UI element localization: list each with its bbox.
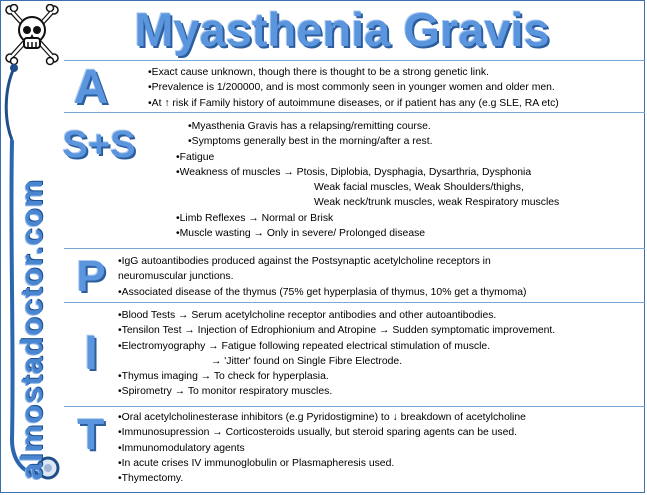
- list-item: •In acute crises IV immunoglobulin or Plasmapheresis used.: [118, 457, 395, 469]
- list-item: •Oral acetylcholinesterase inhibitors (e.g Pyridostigmine) to ↓ breakdown of acetylcholine: [118, 412, 526, 423]
- section-lines: [118, 119, 645, 241]
- section-letter: P: [76, 252, 106, 301]
- list-item: Weak facial muscles, Weak Shoulders/thighs,: [314, 182, 524, 194]
- list-item: •Immunosupression → Corticosteroids usually, but steroid sparing agents can be used.: [118, 427, 518, 439]
- section-investigations: [64, 302, 645, 407]
- section-letter: T: [77, 410, 105, 459]
- list-item: •Tensilon Test → Injection of Edrophionium and Atropine → Sudden symptomatic improvement.: [118, 325, 556, 337]
- list-item: •Blood Tests → Serum acetylcholine receptor antibodies and other autoantibodies.: [118, 310, 497, 321]
- section-signs-symptoms: [64, 112, 645, 249]
- section-lines: [118, 65, 645, 111]
- list-item: •Thymus imaging → To check for hyperplasia.: [118, 371, 329, 383]
- section-aetiology: [64, 60, 645, 113]
- skull-crossbones-icon: [4, 4, 60, 66]
- list-item: •Spirometry → To monitor respiratory muscles.: [118, 386, 333, 398]
- list-item: → 'Jitter' found on Single Fibre Electrode.: [211, 355, 403, 367]
- list-item: •Symptoms generally best in the morning/after a rest.: [188, 136, 433, 148]
- list-item: •At ↑ risk if Family history of autoimmune diseases, or if patient has any (e.g SLE, RA etc): [148, 97, 559, 109]
- section-treatment: [64, 406, 645, 493]
- section-lines: [118, 254, 645, 300]
- section-letter: I: [84, 327, 98, 380]
- section-pathophysiology: [64, 248, 645, 303]
- section-letter: A: [73, 61, 109, 114]
- section-lines: [118, 410, 645, 486]
- list-item: •Weakness of muscles → Ptosis, Diplobia, Dysphagia, Dysarthria, Dysphonia: [176, 166, 532, 178]
- section-letter: S+S: [62, 124, 136, 166]
- sidebar: [0, 0, 64, 495]
- list-item: Weak neck/trunk muscles, weak Respiratory muscles: [314, 197, 560, 209]
- list-item: •Electromyography → Fatigue following repeated electrical stimulation of muscle.: [118, 340, 491, 352]
- list-item: •Exact cause unknown, though there is thought to be a strong genetic link.: [148, 67, 489, 78]
- list-item: •IgG autoantibodies produced against the Postsynaptic acetylcholine receptors in: [118, 256, 491, 267]
- page-title: Myasthenia Gravis: [134, 3, 550, 56]
- list-item: •Limb Reflexes → Normal or Brisk: [176, 212, 334, 224]
- list-item: •Thymectomy.: [118, 473, 184, 485]
- list-item: neuromuscular junctions.: [118, 271, 234, 283]
- list-item: •Immunomodulatory agents: [118, 442, 245, 454]
- section-lines: [118, 308, 645, 400]
- list-item: •Fatigue: [176, 151, 215, 163]
- list-item: •Associated disease of the thymus (75% get hyperplasia of thymus, 10% get a thymoma): [118, 286, 527, 298]
- list-item: •Muscle wasting → Only in severe/ Prolonged disease: [176, 228, 426, 240]
- list-item: •Prevalence is 1/200000, and is most commonly seen in younger women and older men.: [148, 82, 555, 94]
- site-name: almostadoctor.com: [14, 178, 49, 480]
- list-item: •Myasthenia Gravis has a relapsing/remitting course.: [188, 121, 431, 132]
